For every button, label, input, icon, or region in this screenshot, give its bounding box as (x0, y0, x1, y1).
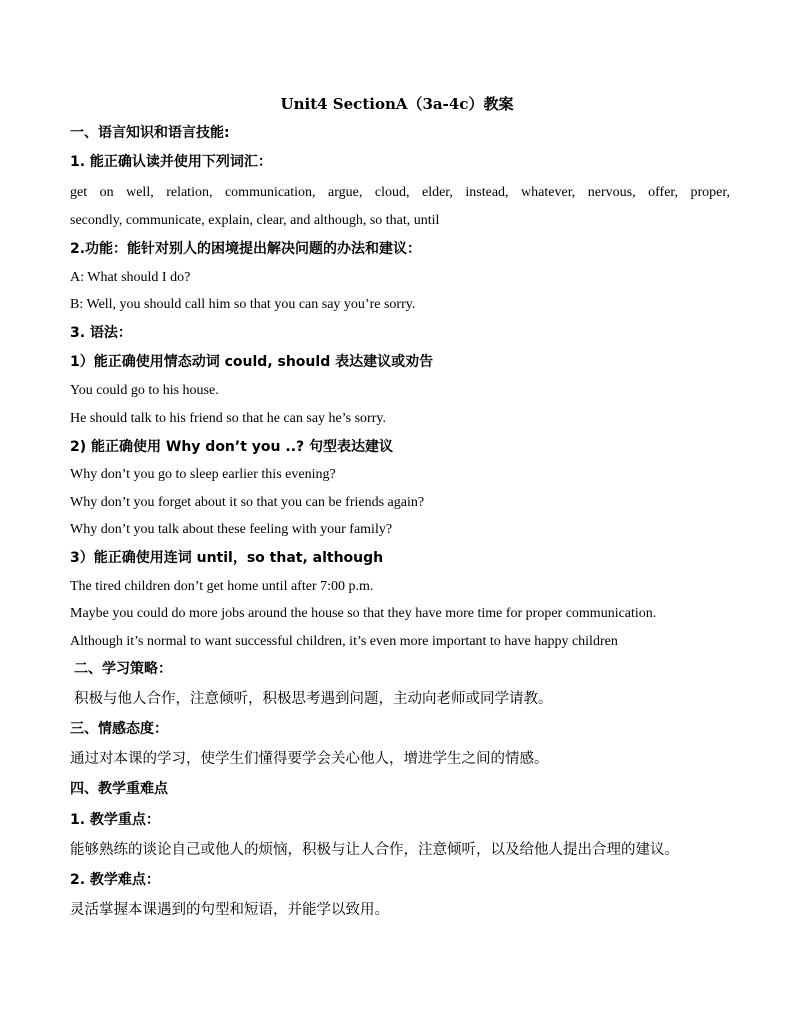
section-3-text: 通过对本课的学习，使学生们懂得要学会关心他人，增进学生之间的情感。 (70, 751, 549, 767)
section-4-2-heading: 2. 教学难点： (70, 872, 160, 888)
grammar-3-example-2: Maybe you could do more jobs around the house so that they have more time for proper communication. (70, 606, 657, 621)
section-1-1-heading: 1. 能正确认读并使用下列词汇： (70, 154, 272, 170)
grammar-2-example-2: Why don’t you forget about it so that you can be friends again? (70, 495, 425, 510)
grammar-1-example-2: He should talk to his friend so that he can say he’s sorry. (70, 411, 386, 426)
dialog-line-a: A: What should I do? (70, 270, 191, 285)
grammar-1-heading: 1）能正确使用情态动词 could, should 表达建议或劝告 (70, 354, 434, 370)
section-4-1-text: 能够熟练的谈论自己或他人的烦恼，积极与让人合作，注意倾听，以及给他人提出合理的建议。 (70, 842, 679, 858)
grammar-1-example-1: You could go to his house. (70, 383, 219, 398)
grammar-3-example-3: Although it’s normal to want successful children, it’s even more important to have happy children (70, 634, 618, 649)
dialog-line-b: B: Well, you should call him so that you can say you’re sorry. (70, 297, 416, 312)
section-1-2-heading: 2.功能：能针对别人的困境提出解决问题的办法和建议： (70, 241, 422, 257)
grammar-2-heading: 2) 能正确使用 Why don’t you ..? 句型表达建议 (70, 439, 394, 455)
grammar-2-example-1: Why don’t you go to sleep earlier this evening? (70, 467, 336, 482)
vocab-line-1: get on well, relation, communication, argue, cloud, elder, instead, whatever, nervous, offer, proper, (70, 185, 730, 200)
section-4-2-text: 灵活掌握本课遇到的句型和短语，并能学以致用。 (70, 902, 389, 918)
section-4-1-heading: 1. 教学重点： (70, 812, 160, 828)
page-title: Unit4 SectionA（3a-4c）教案 (280, 95, 514, 113)
vocab-line-2: secondly, communicate, explain, clear, and although, so that, until (70, 213, 440, 228)
section-1-3-heading: 3. 语法： (70, 325, 132, 341)
section-2-text: 积极与他人合作，注意倾听，积极思考遇到问题，主动向老师或同学请教。 (74, 691, 553, 707)
grammar-3-heading: 3）能正确使用连词 until，so that, although (70, 550, 384, 566)
section-4-heading: 四、教学重难点 (70, 781, 168, 797)
grammar-3-example-1: The tired children don’t get home until after 7:00 p.m. (70, 579, 374, 594)
section-2-heading: 二、学习策略： (74, 661, 172, 677)
section-1-heading: 一、语言知识和语言技能: (70, 125, 230, 141)
section-3-heading: 三、情感态度： (70, 721, 168, 737)
grammar-2-example-3: Why don’t you talk about these feeling with your family? (70, 522, 393, 537)
